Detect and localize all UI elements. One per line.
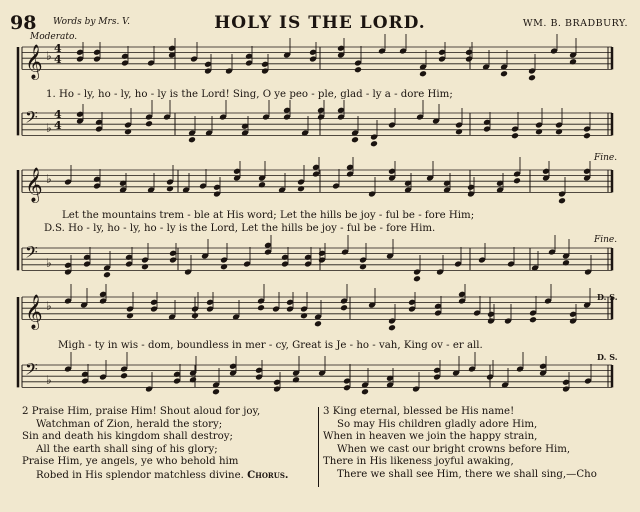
verse-2-line: Sin and death his kingdom shall destroy; xyxy=(22,431,233,443)
note-head xyxy=(145,120,153,127)
note-head xyxy=(535,128,543,135)
note-head xyxy=(257,304,265,311)
verse-3-line: When we cast our bright crowns before Him, xyxy=(337,443,571,455)
treble-clef: 𝄞 xyxy=(25,167,43,203)
note-head xyxy=(314,320,322,327)
note-head xyxy=(413,275,421,282)
verse-2-line: Praise Him, ye angels, ye who behold him xyxy=(22,456,239,468)
page-number: 98 xyxy=(10,12,37,34)
chorus-label: Chorus. xyxy=(247,468,289,481)
note-head xyxy=(141,263,149,270)
note-head xyxy=(297,185,305,192)
note-head xyxy=(124,128,132,135)
note-head xyxy=(555,128,563,135)
note-head xyxy=(528,74,536,81)
flat-sign: ♭ xyxy=(46,299,52,313)
flat-sign: ♭ xyxy=(46,256,52,270)
note-head xyxy=(220,263,228,270)
verse-3-line: There we shall see Him, there we shall sing,—Cho xyxy=(337,468,597,480)
verse-3-line: 3 King eternal, blessed be His name! xyxy=(323,406,515,417)
verse-2-line: All the earth shall sing of his glory; xyxy=(36,443,218,455)
note-head xyxy=(126,312,134,319)
note-head xyxy=(361,388,369,395)
lyrics-line-3: Migh - ty in wis - dom, boundless in mer - cy, Great is Je - ho - vah, King ov - er all. xyxy=(58,340,483,351)
note-head xyxy=(583,132,591,139)
treble-clef: 𝄞 xyxy=(25,294,43,330)
time-signature: 4 xyxy=(54,108,62,121)
verse-3-line: When in heaven we join the happy strain, xyxy=(323,431,538,443)
ds-mark-bass: D. S. xyxy=(597,352,618,362)
note-head xyxy=(354,66,362,73)
note-head xyxy=(300,312,308,319)
note-head xyxy=(370,140,378,147)
fine-mark-treble: Fine. xyxy=(594,153,618,163)
note-head xyxy=(529,316,537,323)
fine-mark-bass: Fine. xyxy=(594,235,618,245)
bass-clef: 𝄢 xyxy=(25,107,38,131)
note-head xyxy=(166,185,174,192)
verse-divider xyxy=(318,407,319,487)
time-signature: 4 xyxy=(54,42,62,55)
composer-credit: WM. B. BRADBURY. xyxy=(522,18,628,29)
verse-2-line: 2 Praise Him, praise Him! Shout aloud for joy, xyxy=(22,406,261,417)
note-head xyxy=(359,263,367,270)
note-head xyxy=(511,132,519,139)
note-head xyxy=(455,128,463,135)
flat-sign: ♭ xyxy=(46,49,52,63)
note-head xyxy=(513,177,521,184)
ds-mark-treble: D. S. xyxy=(597,292,618,302)
lyrics-line-2a: Let the mountains trem - ble at His word; Let the hills be joy - ful be - fore Him; xyxy=(62,210,475,221)
note-head xyxy=(340,304,348,311)
note-head xyxy=(500,70,508,77)
treble-clef: 𝄞 xyxy=(25,44,43,80)
verse-2-line: Watchman of Zion, herald the story; xyxy=(36,418,223,430)
flat-sign: ♭ xyxy=(46,172,52,186)
lyrics-line-2b: D.S. Ho - ly, ho - ly, ho - ly is the Lord, Let the hills be joy - ful be - fore Him. xyxy=(44,223,436,234)
note-head xyxy=(351,136,359,143)
flat-sign: ♭ xyxy=(46,121,52,135)
note-head xyxy=(212,388,220,395)
hymn-title: HOLY IS THE LORD. xyxy=(214,13,426,33)
verse-2-line: Robed in His splendor matchless divine. xyxy=(36,469,244,481)
bass-clef: 𝄢 xyxy=(25,359,38,383)
verse-3 xyxy=(323,406,597,482)
bass-clef: 𝄢 xyxy=(25,242,38,266)
note-head xyxy=(419,70,427,77)
note-head xyxy=(388,324,396,331)
note-head xyxy=(120,372,128,379)
flat-sign: ♭ xyxy=(46,373,52,387)
time-signature: 4 xyxy=(54,53,62,66)
lyricist-credit: Words by Mrs. V. xyxy=(53,17,130,27)
note-head xyxy=(191,312,199,319)
verse-2 xyxy=(22,406,288,483)
tempo-marking: Moderato. xyxy=(30,32,78,42)
note-head xyxy=(558,197,566,204)
time-signature: 4 xyxy=(54,119,62,132)
verse-3-line: There in His likeness joyful awaking, xyxy=(323,456,514,468)
verse-3-line: So may His children gladly adore Him, xyxy=(337,418,538,430)
lyrics-line-1: 1. Ho - ly, ho - ly, ho - ly is the Lord! Sing, O ye peo - ple, glad - ly a - dore Him; xyxy=(46,89,453,100)
note-head xyxy=(188,136,196,143)
note-head xyxy=(103,271,111,278)
verse-2-last-line xyxy=(22,469,288,483)
